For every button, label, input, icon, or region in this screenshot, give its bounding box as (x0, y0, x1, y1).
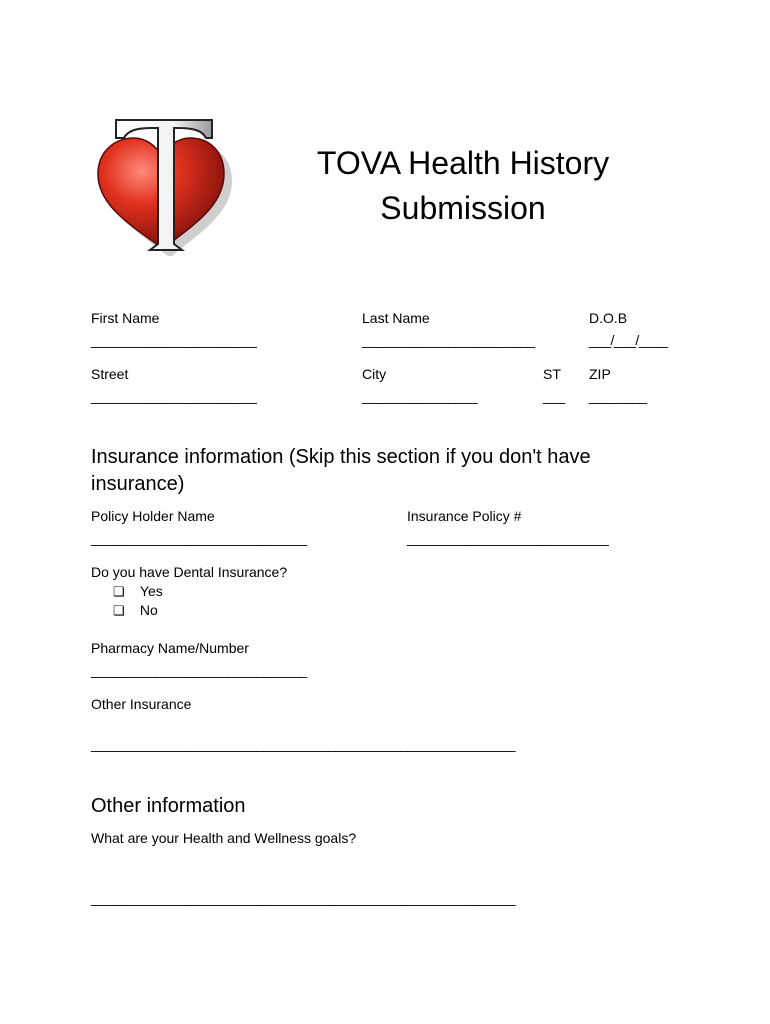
dob-label: D.O.B (589, 310, 628, 326)
city-field[interactable]: ________________ (362, 388, 477, 404)
state-field[interactable]: ___ (543, 388, 565, 404)
heart-t-logo-icon (94, 116, 234, 262)
insurance-heading-line-1: Insurance information (Skip this section if you don't have (91, 446, 591, 468)
title-line-1: TOVA Health History (316, 145, 610, 181)
last-name-label: Last Name (362, 310, 430, 326)
other-insurance-field[interactable]: ___________________________________________________________ (91, 736, 515, 752)
street-label: Street (91, 366, 129, 382)
pharmacy-label: Pharmacy Name/Number (91, 640, 249, 656)
other-insurance-label: Other Insurance (91, 696, 192, 712)
state-label: ST (543, 366, 561, 382)
first-name-field[interactable]: _______________________ (91, 332, 257, 348)
tova-logo (94, 116, 234, 262)
checkbox-icon[interactable]: ❏ (113, 603, 125, 618)
insurance-policy-field[interactable]: ____________________________ (407, 530, 609, 546)
zip-label: ZIP (589, 366, 611, 382)
street-field[interactable]: _______________________ (91, 388, 257, 404)
zip-field[interactable]: ________ (589, 388, 647, 404)
goals-question: What are your Health and Wellness goals? (91, 830, 357, 846)
insurance-heading-line-2: insurance) (91, 473, 185, 495)
insurance-heading (91, 444, 651, 498)
dental-question: Do you have Dental Insurance? (91, 564, 288, 580)
other-info-heading: Other information (91, 795, 246, 817)
goals-field[interactable]: ___________________________________________________________ (91, 890, 515, 906)
first-name-label: First Name (91, 310, 160, 326)
last-name-field[interactable]: ________________________ (362, 332, 535, 348)
dental-option-yes[interactable] (113, 583, 163, 600)
pharmacy-field[interactable]: ______________________________ (91, 662, 307, 678)
dental-option-label: Yes (139, 583, 163, 599)
dental-option-no[interactable] (113, 602, 158, 619)
dental-option-label: No (139, 602, 158, 618)
title-line-2: Submission (380, 190, 546, 226)
checkbox-icon[interactable]: ❏ (113, 584, 125, 599)
city-label: City (362, 366, 387, 382)
dob-field[interactable]: ___/___/____ (589, 332, 668, 348)
policy-holder-field[interactable]: ______________________________ (91, 530, 307, 546)
page-title (290, 141, 636, 231)
insurance-policy-label: Insurance Policy # (407, 508, 522, 524)
policy-holder-label: Policy Holder Name (91, 508, 215, 524)
